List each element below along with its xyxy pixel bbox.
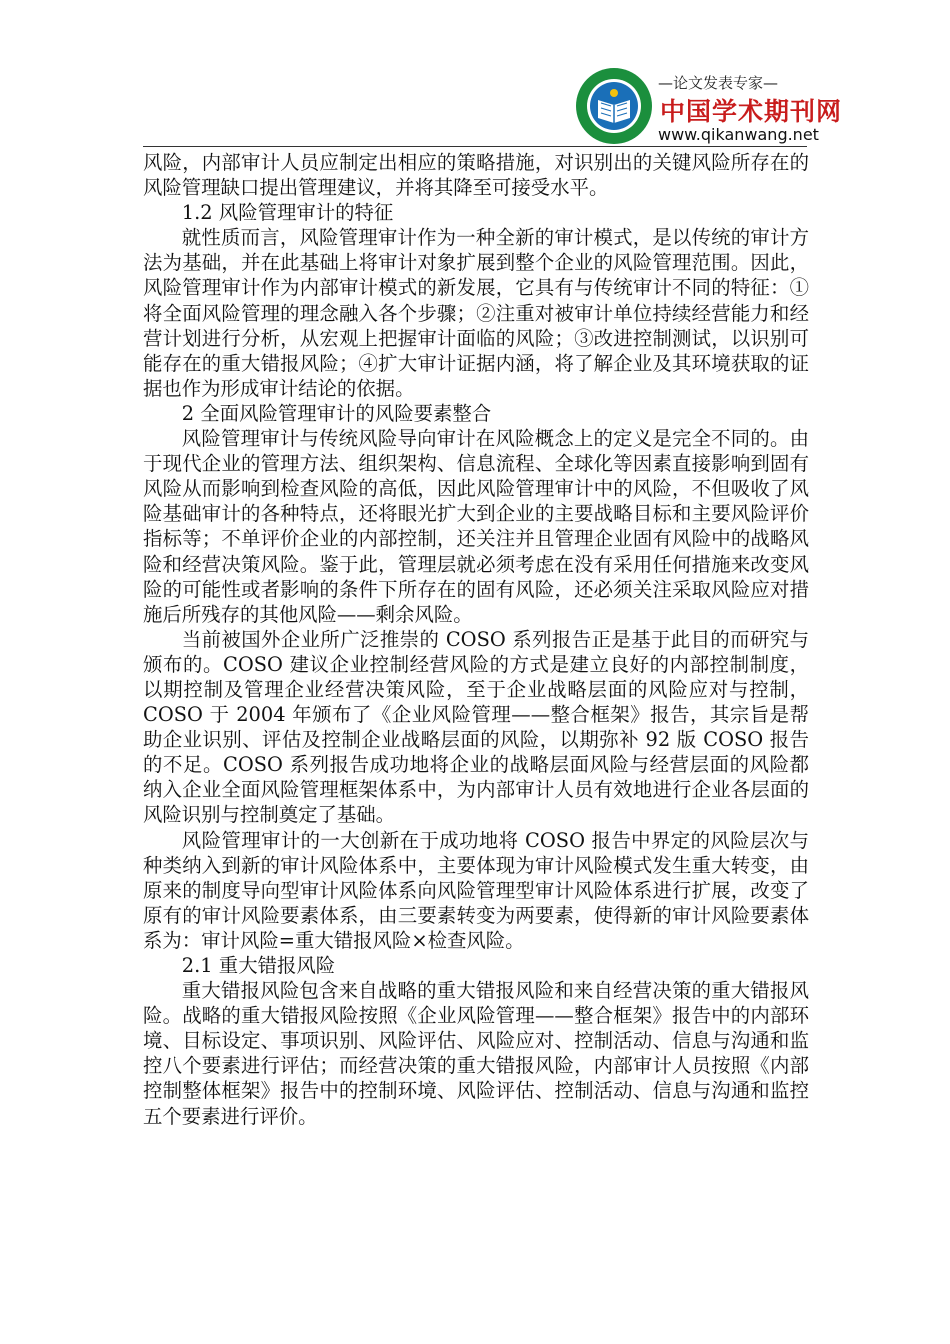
section-heading-2: 2 全面风险管理审计的风险要素整合 (181, 401, 492, 425)
section-heading-1-2: 1.2 风险管理审计的特征 (181, 201, 394, 225)
logo-url: www.qikanwang.net (658, 125, 819, 144)
document-body (143, 150, 809, 1129)
logo-name: 中国学术期刊网 (660, 97, 843, 126)
paragraph-coso: 当前被国外企业所广泛推崇的 COSO 系列报告正是基于此目的而研究与颁布的。COSO 建议企业控制经营风险的方式是建立良好的内部控制制度，以期控制及管理企业经营决策风险，至于企业战略层面的风险应对与控制，COSO 于 2004 年颁布了《企业风险管理——整合框架》报告，其宗旨是帮助企业识别、评估及控制企业战略层面的风险，以期弥补 92 版 COSO 报告的不足。COSO 系列报告成功地将企业的战略层面风险与经营层面的风险都纳入企业全面风险管理框架体系中，为内部审计人员有效地进行企业各层面的风险识别与控制奠定了基础。 (143, 627, 809, 827)
logo-seal-icon (574, 66, 654, 146)
section-heading-2-1: 2.1 重大错报风险 (181, 954, 336, 977)
site-logo (574, 66, 843, 148)
paragraph-material-misstatement: 重大错报风险包含来自战略的重大错报风险和来自经营决策的重大错报风险。战略的重大错报风险按照《企业风险管理——整合框架》报告中的内部环境、目标设定、事项识别、风险评估、风险应对、控制活动、信息与沟通和监控八个要素进行评估；而经营决策的重大错报风险，内部审计人员按照《内部控制整体框架》报告中的控制环境、风险评估、控制活动、信息与沟通和监控五个要素进行评价。 (143, 979, 809, 1128)
paragraph-continued: 风险，内部审计人员应制定出相应的策略措施，对识别出的关键风险所存在的风险管理缺口提出管理建议，并将其降至可接受水平。 (143, 151, 809, 200)
paragraph-innovation: 风险管理审计的一大创新在于成功地将 COSO 报告中界定的风险层次与种类纳入到新的审计风险体系中，主要体现为审计风险模式发生重大转变，由原来的制度导向型审计风险体系向风险管理型审计风险体系进行扩展，改变了原有的审计风险要素体系，由三要素转变为两要素，使得新的审计风险要素体系为：审计风险=重大错报风险×检查风险。 (143, 828, 809, 952)
header-rule (143, 146, 807, 147)
logo-tagline: —论文发表专家— (658, 74, 779, 92)
paragraph-risk-concept: 风险管理审计与传统风险导向审计在风险概念上的定义是完全不同的。由于现代企业的管理方法、组织架构、信息流程、全球化等因素直接影响到固有风险从而影响到检查风险的高低，因此风险管理审计中的风险，不但吸收了风险基础审计的各种特点，还将眼光扩大到企业的主要战略目标和主要风险评价指标等；不单评价企业的内部控制，还关注并且管理企业固有风险中的战略风险和经营决策风险。鉴于此，管理层就必须考虑在没有采用任何措施来改变风险的可能性或者影响的条件下所存在的固有风险，还必须关注采取风险应对措施后所残存的其他风险——剩余风险。 (143, 427, 809, 626)
paragraph-features: 就性质而言，风险管理审计作为一种全新的审计模式，是以传统的审计方法为基础，并在此基础上将审计对象扩展到整个企业的风险管理范围。因此，风险管理审计作为内部审计模式的新发展，它具有与传统审计不同的特征：①将全面风险管理的理念融入各个步骤；②注重对被审计单位持续经营能力和经营计划进行分析，从宏观上把握审计面临的风险；③改进控制测试，以识别可能存在的重大错报风险；④扩大审计证据内涵，将了解企业及其环境获取的证据也作为形成审计结论的依据。 (143, 226, 809, 400)
